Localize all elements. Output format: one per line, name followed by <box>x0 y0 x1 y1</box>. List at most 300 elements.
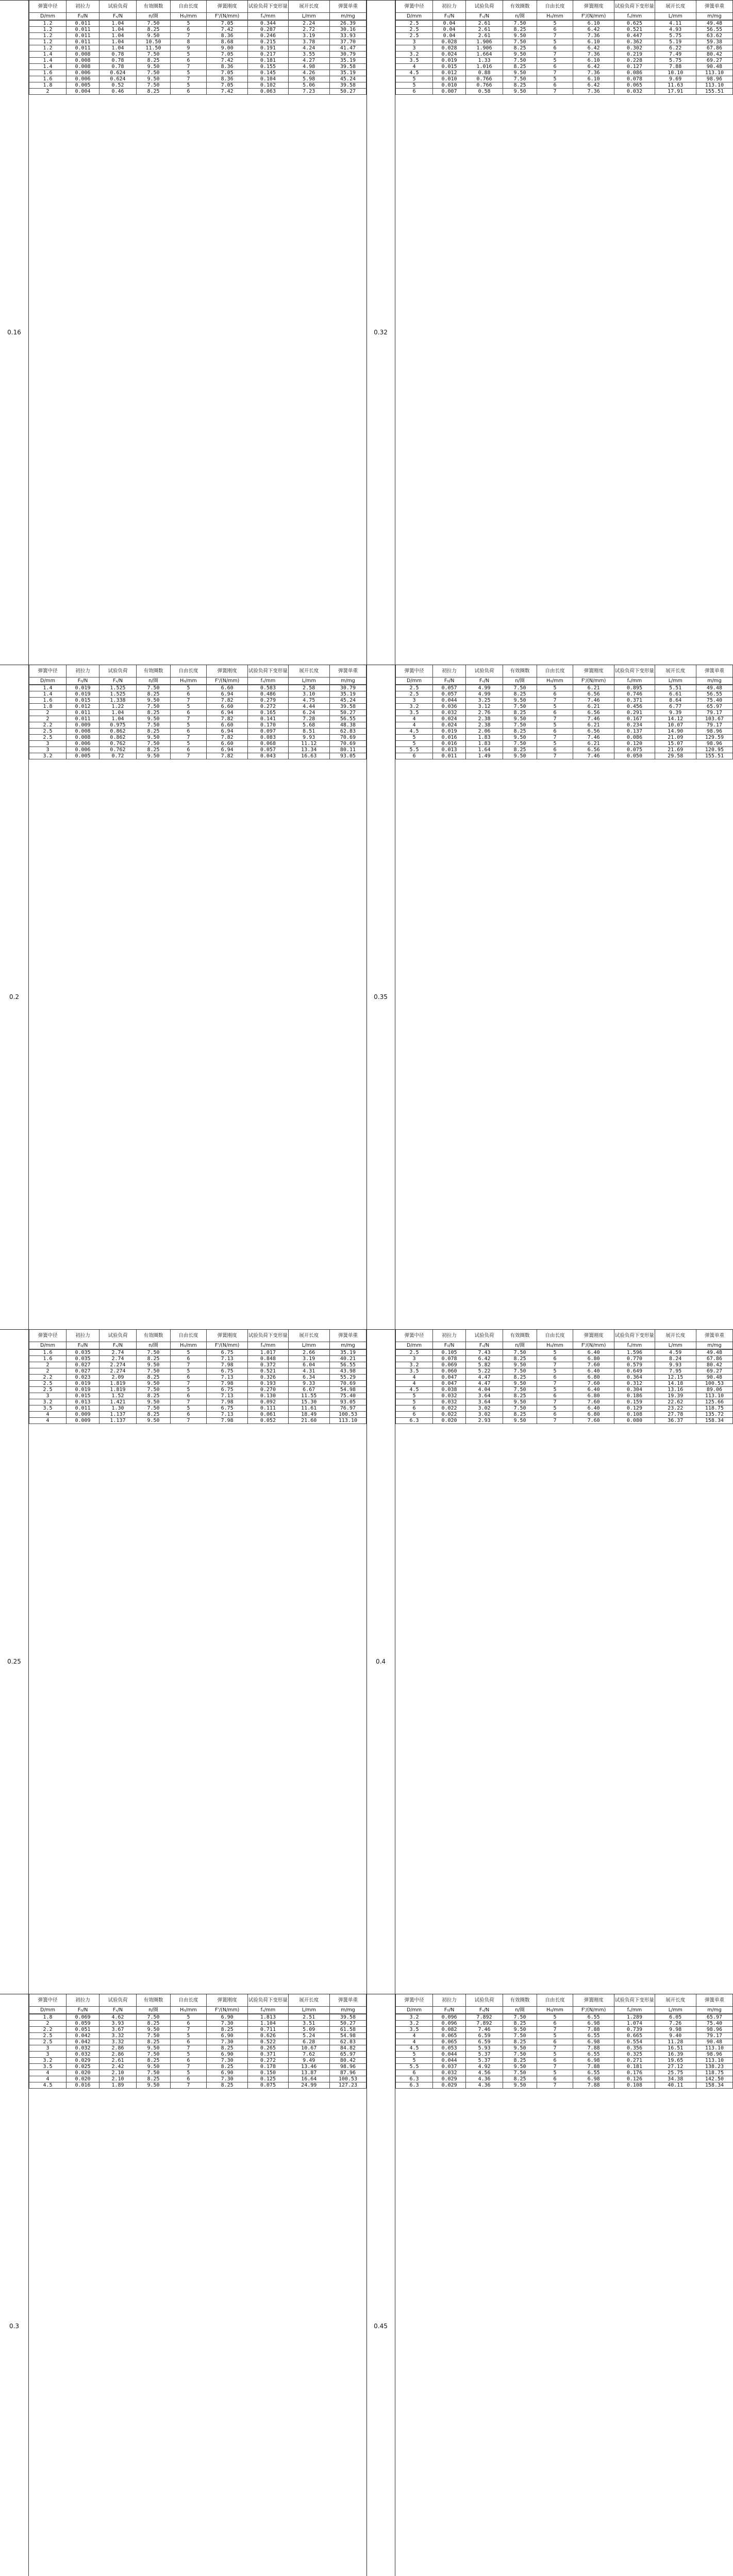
column-unit: F'/(N/mm) <box>206 677 247 685</box>
table-cell: 4.47 <box>465 1375 503 1381</box>
column-unit: F'/(N/mm) <box>573 1342 614 1349</box>
table-cell: 7.50 <box>137 82 171 89</box>
table-cell: 0.008 <box>66 58 99 64</box>
table-cell: 10.67 <box>288 2045 329 2052</box>
table-cell: 0.228 <box>614 58 655 64</box>
table-cell: 93.05 <box>329 1399 366 1405</box>
table-cell: 6.3 <box>396 2082 433 2089</box>
table-cell: 113.10 <box>696 2058 732 2064</box>
table-cell: 9.93 <box>655 1362 696 1368</box>
column-header: 试验负荷下变形量 <box>614 665 655 677</box>
table-cell: 0.016 <box>433 741 466 747</box>
table-cell: 6.94 <box>206 747 247 753</box>
table-cell: 7.50 <box>137 722 171 728</box>
table-row <box>29 2014 366 2021</box>
table-cell: 0.012 <box>66 704 99 710</box>
table-cell: 35.19 <box>329 691 366 698</box>
table-row <box>396 698 733 704</box>
table-cell: 0.044 <box>433 698 466 704</box>
table-row <box>29 1350 366 1356</box>
table-cell: 0.024 <box>433 722 466 728</box>
table-cell: 0.050 <box>614 753 655 759</box>
table-cell: 0.746 <box>614 691 655 698</box>
column-header: 初拉力 <box>433 1330 466 1342</box>
table-cell: 0.032 <box>66 2045 99 2052</box>
spec-table <box>395 2014 733 2089</box>
table-cell: 9.50 <box>137 2082 171 2089</box>
table-cell: 7.50 <box>137 2014 171 2021</box>
table-cell: 6.40 <box>573 1368 614 1375</box>
table-cell: 9.50 <box>503 1418 537 1424</box>
table-row <box>396 2064 733 2070</box>
table-cell: 48.38 <box>329 722 366 728</box>
table-cell: 4 <box>396 2033 433 2039</box>
table-cell: 0.082 <box>433 2027 466 2033</box>
column-header: 弹簧单重 <box>696 1994 732 2007</box>
table-cell: 0.193 <box>248 1381 288 1387</box>
table-cell: 98.96 <box>329 2064 366 2070</box>
table-cell: 0.027 <box>66 1362 99 1368</box>
table-cell: 0.065 <box>614 82 655 89</box>
table-cell: 8.25 <box>503 1356 537 1362</box>
table-cell: 6 <box>170 747 206 753</box>
table-cell: 3.2 <box>29 1399 66 1405</box>
table-cell: 0.181 <box>248 58 288 64</box>
table-cell: 2.10 <box>99 2070 136 2076</box>
table-row <box>396 70 733 76</box>
table-cell: 0.057 <box>433 685 466 691</box>
table-cell: 8 <box>170 39 206 45</box>
table-cell: 8.25 <box>503 1393 537 1399</box>
table-cell: 113.10 <box>329 1418 366 1424</box>
table-cell: 4 <box>396 722 433 728</box>
table-cell: 6 <box>170 2021 206 2027</box>
table-cell: 2.93 <box>465 1418 503 1424</box>
table-cell: 0.016 <box>433 735 466 741</box>
table-cell: 6.75 <box>206 1368 247 1375</box>
table-cell: 0.011 <box>66 45 99 52</box>
table-cell: 0.051 <box>66 2027 99 2033</box>
table-cell: 9.50 <box>137 1381 171 1387</box>
table-cell: 26.39 <box>329 21 366 27</box>
column-header: 弹簧中径 <box>29 1 66 13</box>
table-cell: 0.010 <box>433 76 466 82</box>
table-cell: 2.76 <box>465 710 503 716</box>
table-cell: 14.12 <box>655 716 696 722</box>
table-cell: 0.46 <box>99 89 136 95</box>
table-row <box>29 2027 366 2033</box>
column-unit: fₛ/mm <box>614 1342 655 1349</box>
table-cell: 9.50 <box>137 735 171 741</box>
table-cell: 1.421 <box>99 1399 136 1405</box>
table-row <box>396 27 733 33</box>
table-cell: 0.129 <box>614 1405 655 1412</box>
table-cell: 65.97 <box>696 704 732 710</box>
spec-table <box>29 685 366 759</box>
table-cell: 5 <box>170 21 206 27</box>
column-unit: D/mm <box>29 13 66 20</box>
column-unit: m/mg <box>696 677 732 685</box>
table-cell: 8.25 <box>503 747 537 753</box>
table-cell: 0.015 <box>66 1393 99 1399</box>
table-cell: 1.89 <box>99 2082 136 2089</box>
table-cell: 2.61 <box>465 21 503 27</box>
table-cell: 9.50 <box>137 1418 171 1424</box>
table-cell: 9.50 <box>503 1362 537 1368</box>
table-cell: 98.96 <box>696 728 732 735</box>
table-cell: 61.58 <box>329 2027 366 2033</box>
table-cell: 7 <box>537 698 573 704</box>
table-cell: 2.61 <box>465 27 503 33</box>
column-unit: F₀/N <box>66 2007 99 2014</box>
table-row <box>396 1381 733 1387</box>
spec-section-right <box>366 665 733 1330</box>
table-cell: 6.90 <box>206 2070 247 2076</box>
table-cell: 9.50 <box>137 76 171 82</box>
column-unit: Fₛ/N <box>465 1342 503 1349</box>
table-cell: 0.029 <box>433 2082 466 2089</box>
table-cell: 1.906 <box>465 45 503 52</box>
table-cell: 9.33 <box>288 1381 329 1387</box>
table-cell: 75.40 <box>329 1393 366 1399</box>
table-cell: 6.21 <box>573 685 614 691</box>
table-row <box>29 716 366 722</box>
table-cell: 5 <box>537 1387 573 1393</box>
table-cell: 0.272 <box>248 2058 288 2064</box>
table-cell: 0.020 <box>66 2076 99 2082</box>
table-cell: 100.53 <box>329 1412 366 1418</box>
table-cell: 5 <box>537 1368 573 1375</box>
table-cell: 0.325 <box>614 2052 655 2058</box>
table-cell: 2.5 <box>396 1350 433 1356</box>
table-cell: 6 <box>396 753 433 759</box>
table-cell: 1.819 <box>99 1381 136 1387</box>
table-cell: 113.10 <box>696 82 732 89</box>
spec-section-left <box>0 665 366 1330</box>
table-row <box>396 52 733 58</box>
table-cell: 19.65 <box>655 2058 696 2064</box>
table-cell: 6 <box>537 1412 573 1418</box>
table-cell: 41.47 <box>329 45 366 52</box>
table-row <box>29 2021 366 2027</box>
table-row <box>396 2058 733 2064</box>
table-cell: 7.13 <box>206 1375 247 1381</box>
spec-table <box>29 1349 366 1424</box>
table-cell: 0.025 <box>66 2064 99 2070</box>
table-cell: 7.88 <box>573 2064 614 2070</box>
column-unit: n/圈 <box>137 13 171 20</box>
table-cell: 54.98 <box>329 2033 366 2039</box>
column-unit: L/mm <box>655 677 696 685</box>
table-cell: 8.25 <box>206 2064 247 2070</box>
table-cell: 6.42 <box>573 82 614 89</box>
table-cell: 79.17 <box>696 722 732 728</box>
table-cell: 7.30 <box>206 2076 247 2082</box>
table-cell: 8.25 <box>503 2058 537 2064</box>
table-cell: 39.58 <box>329 2014 366 2021</box>
table-cell: 23.22 <box>655 1405 696 1412</box>
table-cell: 2.38 <box>465 722 503 728</box>
material-diameter-cell: 0.16 <box>0 0 29 665</box>
table-cell: 1.04 <box>99 27 136 33</box>
table-cell: 16.39 <box>655 2052 696 2058</box>
table-cell: 9.50 <box>137 1362 171 1368</box>
table-cell: 2.2 <box>29 1375 66 1381</box>
table-cell: 8.25 <box>503 691 537 698</box>
table-cell: 0.04 <box>433 27 466 33</box>
table-cell: 1.906 <box>465 39 503 45</box>
table-cell: 6.75 <box>206 1387 247 1393</box>
table-cell: 30.16 <box>329 27 366 33</box>
table-cell: 9.50 <box>137 698 171 704</box>
table-cell: 80.42 <box>696 1362 732 1368</box>
table-cell: 7.82 <box>206 735 247 741</box>
table-cell: 0.165 <box>248 710 288 716</box>
table-cell: 0.456 <box>614 704 655 710</box>
table-cell: 0.032 <box>433 2070 466 2076</box>
column-header: 有效圈数 <box>137 1 171 13</box>
table-cell: 0.061 <box>248 1412 288 1418</box>
table-cell: 2 <box>29 710 66 716</box>
table-cell: 7.50 <box>137 70 171 76</box>
table-cell: 5 <box>537 1405 573 1412</box>
table-cell: 7.13 <box>206 1356 247 1362</box>
column-unit: m/mg <box>329 677 366 685</box>
table-cell: 7.95 <box>655 1368 696 1375</box>
table-cell: 138.23 <box>696 2064 732 2070</box>
table-cell: 1.289 <box>614 2014 655 2021</box>
table-cell: 2.5 <box>396 691 433 698</box>
table-cell: 0.008 <box>66 735 99 741</box>
table-cell: 7 <box>170 2027 206 2033</box>
table-cell: 39.58 <box>329 82 366 89</box>
table-cell: 8.25 <box>503 2039 537 2045</box>
table-cell: 7.88 <box>655 64 696 70</box>
table-cell: 4 <box>29 2070 66 2076</box>
table-cell: 1.017 <box>248 1350 288 1356</box>
table-cell: 155.51 <box>696 89 732 95</box>
table-cell: 0.862 <box>99 735 136 741</box>
table-cell: 4 <box>29 1412 66 1418</box>
table-cell: 0.092 <box>248 1399 288 1405</box>
column-header: 弹簧刚度 <box>573 1994 614 2007</box>
table-cell: 4.44 <box>288 704 329 710</box>
table-cell: 0.234 <box>614 722 655 728</box>
table-cell: 5 <box>537 2070 573 2076</box>
table-cell: 6.04 <box>288 1362 329 1368</box>
table-cell: 0.125 <box>248 2076 288 2082</box>
table-cell: 7 <box>170 76 206 82</box>
table-cell: 8.25 <box>137 27 171 33</box>
table-cell: 5 <box>396 2058 433 2064</box>
column-header: 弹簧中径 <box>396 1994 433 2007</box>
table-cell: 0.52 <box>99 82 136 89</box>
column-unit: F₀/N <box>433 677 466 685</box>
table-cell: 7.50 <box>137 1368 171 1375</box>
table-cell: 7.82 <box>206 716 247 722</box>
table-cell: 7.50 <box>503 1387 537 1393</box>
table-cell: 5.06 <box>288 82 329 89</box>
table-cell: 30.79 <box>329 685 366 691</box>
column-unit: m/mg <box>696 1342 732 1349</box>
table-cell: 6 <box>537 64 573 70</box>
table-cell: 0.078 <box>433 1356 466 1362</box>
table-cell: 98.96 <box>696 76 732 82</box>
table-cell: 6.75 <box>206 1405 247 1412</box>
column-unit: D/mm <box>396 1342 433 1349</box>
table-cell: 4.99 <box>465 691 503 698</box>
table-cell: 7 <box>537 735 573 741</box>
column-unit: F₀/N <box>66 1342 99 1349</box>
column-header: 弹簧刚度 <box>573 665 614 677</box>
table-cell: 1.04 <box>99 45 136 52</box>
spec-table <box>29 20 366 95</box>
column-header: 有效圈数 <box>137 1330 171 1342</box>
table-cell: 0.027 <box>66 1368 99 1375</box>
table-cell: 0.159 <box>614 1399 655 1405</box>
table-cell: 125.66 <box>696 1399 732 1405</box>
spec-section-right <box>366 0 733 665</box>
table-cell: 6.21 <box>573 722 614 728</box>
column-header: 自由长度 <box>170 1994 206 2007</box>
material-diameter-cell: 0.25 <box>0 1329 29 1994</box>
column-header: 弹簧中径 <box>29 1994 66 2007</box>
column-unit: F'/(N/mm) <box>573 13 614 20</box>
table-cell: 7.46 <box>573 753 614 759</box>
table-cell: 8.25 <box>503 728 537 735</box>
table-cell: 1.137 <box>99 1412 136 1418</box>
table-cell: 0.126 <box>614 2076 655 2082</box>
table-cell: 0.038 <box>433 1387 466 1393</box>
table-cell: 0.019 <box>66 1381 99 1387</box>
table-cell: 13.16 <box>655 1387 696 1393</box>
table-cell: 1.04 <box>99 39 136 45</box>
table-cell: 5 <box>170 1405 206 1412</box>
table-cell: 1.64 <box>465 747 503 753</box>
column-unit: fₛ/mm <box>614 677 655 685</box>
table-cell: 8.51 <box>288 728 329 735</box>
spec-table <box>29 2014 366 2089</box>
table-cell: 2.38 <box>465 716 503 722</box>
table-cell: 3.2 <box>396 1362 433 1368</box>
table-row <box>396 2045 733 2052</box>
table-cell: 7 <box>170 64 206 70</box>
table-row <box>29 21 366 27</box>
table-cell: 0.011 <box>66 710 99 716</box>
table-cell: 0.356 <box>614 2045 655 2052</box>
column-header: 展开长度 <box>655 1330 696 1342</box>
table-cell: 0.060 <box>433 1368 466 1375</box>
table-row <box>29 89 366 95</box>
table-row <box>396 735 733 741</box>
column-header: 弹簧中径 <box>29 665 66 677</box>
table-cell: 9 <box>170 45 206 52</box>
table-cell: 7.50 <box>503 722 537 728</box>
table-row <box>29 1399 366 1405</box>
table-row <box>396 722 733 728</box>
column-header: 弹簧刚度 <box>573 1 614 13</box>
table-cell: 0.012 <box>433 70 466 76</box>
table-cell: 1.4 <box>29 52 66 58</box>
table-row <box>29 1375 366 1381</box>
table-cell: 7.46 <box>573 716 614 722</box>
table-cell: 7.28 <box>288 716 329 722</box>
column-unit: m/mg <box>329 1342 366 1349</box>
table-cell: 3 <box>29 741 66 747</box>
column-unit: F'/(N/mm) <box>573 2007 614 2014</box>
table-cell: 0.008 <box>66 728 99 735</box>
table-cell: 7.50 <box>137 741 171 747</box>
table-cell: 2.5 <box>396 685 433 691</box>
table-cell: 0.246 <box>248 33 288 39</box>
table-cell: 6 <box>537 1393 573 1399</box>
table-cell: 6.40 <box>573 1350 614 1356</box>
table-cell: 7 <box>537 2045 573 2052</box>
table-cell: 9.50 <box>137 64 171 70</box>
table-cell: 3.32 <box>99 2033 136 2039</box>
table-row <box>396 1405 733 1412</box>
table-cell: 7 <box>170 2045 206 2052</box>
table-cell: 3.19 <box>288 1356 329 1362</box>
table-cell: 1.04 <box>99 21 136 27</box>
table-cell: 67.86 <box>696 1356 732 1362</box>
table-cell: 9.50 <box>503 753 537 759</box>
table-cell: 0.217 <box>248 52 288 58</box>
table-row <box>396 704 733 710</box>
table-cell: 2 <box>29 2021 66 2027</box>
table-cell: 90.48 <box>696 1375 732 1381</box>
column-header: 弹簧单重 <box>696 1 732 13</box>
table-cell: 0.096 <box>433 2014 466 2021</box>
table-cell: 0.191 <box>248 45 288 52</box>
table-cell: 24.99 <box>288 2082 329 2089</box>
table-cell: 0.069 <box>433 1362 466 1368</box>
table-cell: 0.554 <box>614 2039 655 2045</box>
table-cell: 0.022 <box>433 1412 466 1418</box>
table-cell: 9.00 <box>206 45 247 52</box>
table-cell: 3.10 <box>288 691 329 698</box>
table-cell: 2.42 <box>99 2064 136 2070</box>
table-cell: 14.18 <box>655 1381 696 1387</box>
table-cell: 8.25 <box>137 2058 171 2064</box>
table-cell: 7.50 <box>137 2070 171 2076</box>
table-cell: 118.75 <box>696 2070 732 2076</box>
column-header: 弹簧中径 <box>396 665 433 677</box>
table-cell: 14.90 <box>655 728 696 735</box>
table-cell: 7.42 <box>206 27 247 33</box>
column-unit: Fₛ/N <box>465 677 503 685</box>
table-cell: 3 <box>29 1393 66 1399</box>
table-cell: 0.371 <box>248 2052 288 2058</box>
material-diameter-cell: 0.32 <box>366 0 395 665</box>
table-row <box>29 1381 366 1387</box>
table-cell: 103.67 <box>696 716 732 722</box>
table-cell: 5 <box>170 2070 206 2076</box>
column-unit: fₛ/mm <box>248 1342 288 1349</box>
table-cell: 29.58 <box>655 753 696 759</box>
table-cell: 0.04 <box>433 33 466 39</box>
table-cell: 0.521 <box>614 27 655 33</box>
table-row <box>29 710 366 716</box>
table-cell: 9.40 <box>655 2033 696 2039</box>
table-cell: 8.25 <box>137 1375 171 1381</box>
table-row <box>29 747 366 753</box>
table-cell: 0.075 <box>248 2082 288 2089</box>
table-cell: 6.40 <box>573 1405 614 1412</box>
table-cell: 1.2 <box>29 39 66 45</box>
table-row <box>396 685 733 691</box>
table-cell: 6.80 <box>573 1393 614 1399</box>
